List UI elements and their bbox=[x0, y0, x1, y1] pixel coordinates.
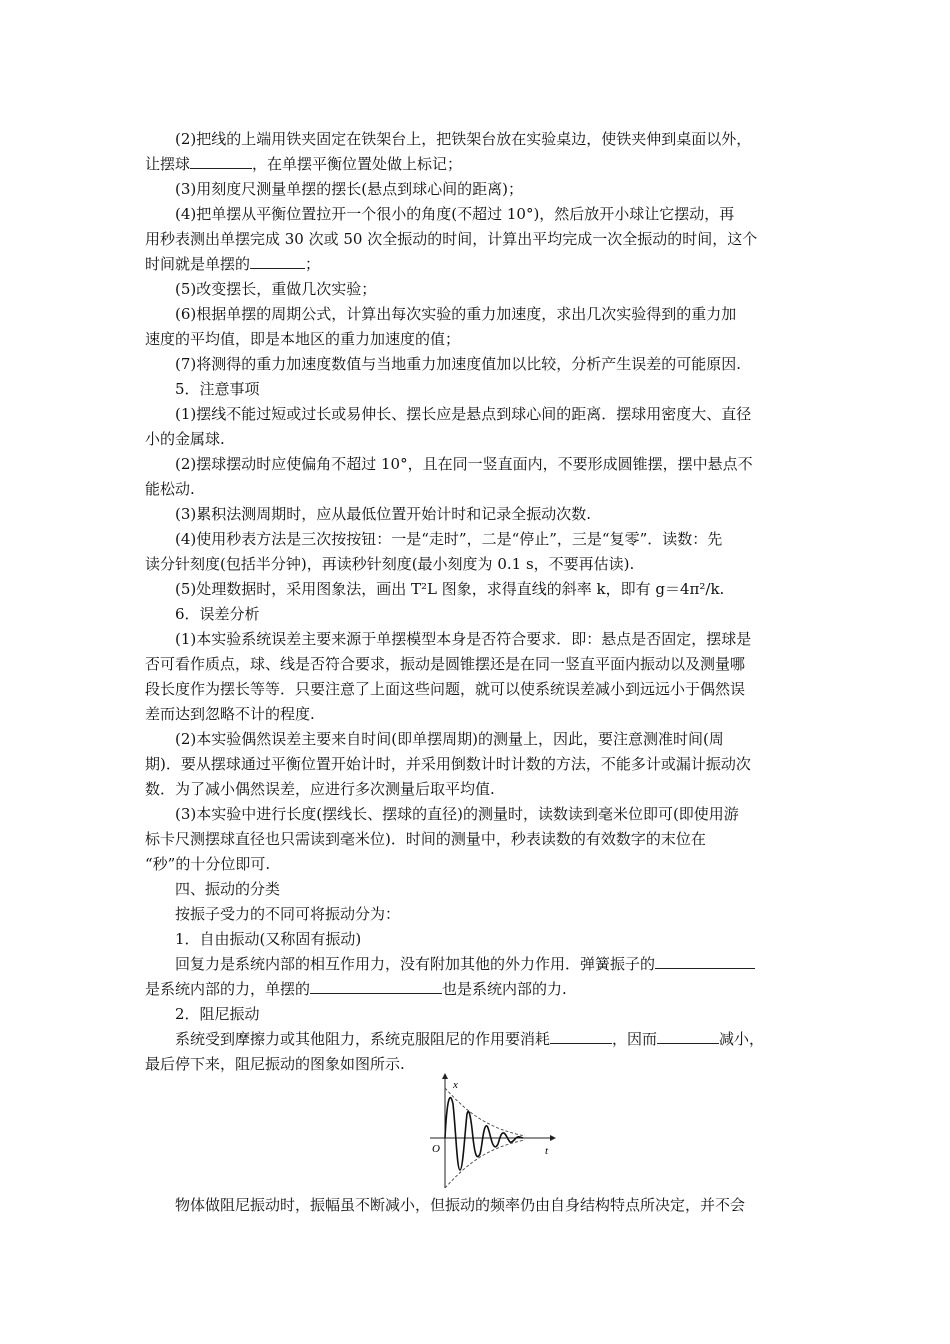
paragraph-line: 时间就是单摆的 ； bbox=[145, 255, 321, 273]
paragraph-line: 段长度作为摆长等等．只要注意了上面这些问题，就可以使系统误差减小到远远小于偶然误 bbox=[145, 680, 746, 698]
section-heading: 2．阻尼振动 bbox=[175, 1005, 260, 1023]
fill-blank[interactable] bbox=[190, 153, 252, 169]
paragraph-line: 按振子受力的不同可将振动分为： bbox=[175, 905, 401, 923]
paragraph-line: (3)本实验中进行长度(摆线长、摆球的直径)的测量时，读数读到毫米位即可(即使用游 bbox=[175, 805, 739, 823]
fill-blank[interactable] bbox=[310, 978, 442, 994]
paragraph-line: 期)．要从摆球通过平衡位置开始计时，并采用倒数计时计数的方法，不能多计或漏计振动次 bbox=[145, 755, 751, 773]
paragraph-line: (2)本实验偶然误差主要来自时间(即单摆周期)的测量上，因此，要注意测准时间(周 bbox=[175, 730, 724, 748]
section-heading: 6．误差分析 bbox=[175, 605, 260, 623]
fill-blank[interactable] bbox=[655, 953, 755, 969]
paragraph-line: 速度的平均值，即是本地区的重力加速度的值； bbox=[145, 330, 461, 348]
paragraph-line: (3)用刻度尺测量单摆的摆长(悬点到球心间的距离)； bbox=[175, 180, 523, 198]
paragraph-line: 小的金属球. bbox=[145, 430, 225, 448]
paragraph-line: 能松动. bbox=[145, 480, 195, 498]
fill-blank[interactable] bbox=[657, 1028, 719, 1044]
paragraph-line: (7)将测得的重力加速度数值与当地重力加速度值加以比较，分析产生误差的可能原因. bbox=[175, 355, 742, 373]
x-axis-label: x bbox=[453, 1079, 458, 1091]
paragraph-line: 是系统内部的力，单摆的 也是系统内部的力. bbox=[145, 980, 567, 998]
paragraph-line: “秒”的十分位即可. bbox=[145, 855, 271, 873]
paragraph-line: 数．为了减小偶然误差，应进行多次测量后取平均值. bbox=[145, 780, 495, 798]
paragraph-line: (5)处理数据时，采用图象法，画出 T²L 图象，求得直线的斜率 k，即有 g＝4π²/k. bbox=[175, 580, 725, 598]
section-heading: 1．自由振动(又称固有振动) bbox=[175, 930, 362, 948]
paragraph-line: (2)摆球摆动时应使偏角不超过 10°，且在同一竖直面内，不要形成圆锥摆，摆中悬点不 bbox=[175, 455, 753, 473]
paragraph-line: 物体做阻尼振动时，振幅虽不断减小，但振动的频率仍由自身结构特点所决定，并不会 bbox=[175, 1196, 746, 1214]
paragraph-line: 标卡尺测摆球直径也只需读到毫米位)．时间的测量中，秒表读数的有效数字的末位在 bbox=[145, 830, 706, 848]
paragraph-line: 回复力是系统内部的相互作用力，没有附加其他的外力作用．弹簧振子的 bbox=[175, 952, 840, 976]
paragraph-line: (4)使用秒表方法是三次按按钮：一是“走时”，二是“停止”，三是“复零”．读数：先 bbox=[175, 530, 723, 548]
paragraph-line: (1)摆线不能过短或过长或易伸长、摆长应是悬点到球心间的距离．摆球用密度大、直径 bbox=[175, 405, 752, 423]
paragraph-line: 否可看作质点，球、线是否符合要求，振动是圆锥摆还是在同一竖直平面内振动以及测量哪 bbox=[145, 655, 746, 673]
paragraph-line: 最后停下来，阻尼振动的图象如图所示. bbox=[145, 1055, 405, 1073]
paragraph-line: (4)把单摆从平衡位置拉开一个很小的角度(不超过 10°)，然后放开小球让它摆动，再 bbox=[175, 205, 735, 223]
origin-label: O bbox=[432, 1143, 440, 1155]
paragraph-line: (3)累积法测周期时，应从最低位置开始计时和记录全振动次数. bbox=[175, 505, 592, 523]
paragraph-line: 差而达到忽略不计的程度. bbox=[145, 705, 315, 723]
paragraph-line: 让摆球 ，在单摆平衡位置处做上标记； bbox=[145, 155, 463, 173]
damped-oscillation-figure bbox=[425, 1070, 560, 1190]
paragraph-line: (6)根据单摆的周期公式，计算出每次实验的重力加速度，求出几次实验得到的重力加 bbox=[175, 305, 737, 323]
paragraph-line: 用秒表测出单摆完成 30 次或 50 次全振动的时间，计算出平均完成一次全振动的时间，这个 bbox=[145, 230, 758, 248]
oscillation-curve bbox=[445, 1098, 523, 1170]
paragraph-line: 读分针刻度(包括半分钟)，再读秒针刻度(最小刻度为 0.1 s，不要再估读). bbox=[145, 555, 635, 573]
t-axis-label: t bbox=[545, 1145, 549, 1157]
section-heading: 5．注意事项 bbox=[175, 380, 260, 398]
paragraph-line: 系统受到摩擦力或其他阻力，系统克服阻尼的作用要消耗 ，因而 减小， bbox=[175, 1030, 765, 1048]
section-heading: 四、振动的分类 bbox=[175, 880, 281, 898]
paragraph-line: (2)把线的上端用铁夹固定在铁架台上，把铁架台放在实验桌边，使铁夹伸到桌面以外， bbox=[175, 130, 752, 148]
paragraph-line: (5)改变摆长，重做几次实验； bbox=[175, 280, 377, 298]
paragraph-line: (1)本实验系统误差主要来源于单摆模型本身是否符合要求．即：悬点是否固定，摆球是 bbox=[175, 630, 752, 648]
fill-blank[interactable] bbox=[550, 1028, 612, 1044]
fill-blank[interactable] bbox=[250, 253, 305, 269]
